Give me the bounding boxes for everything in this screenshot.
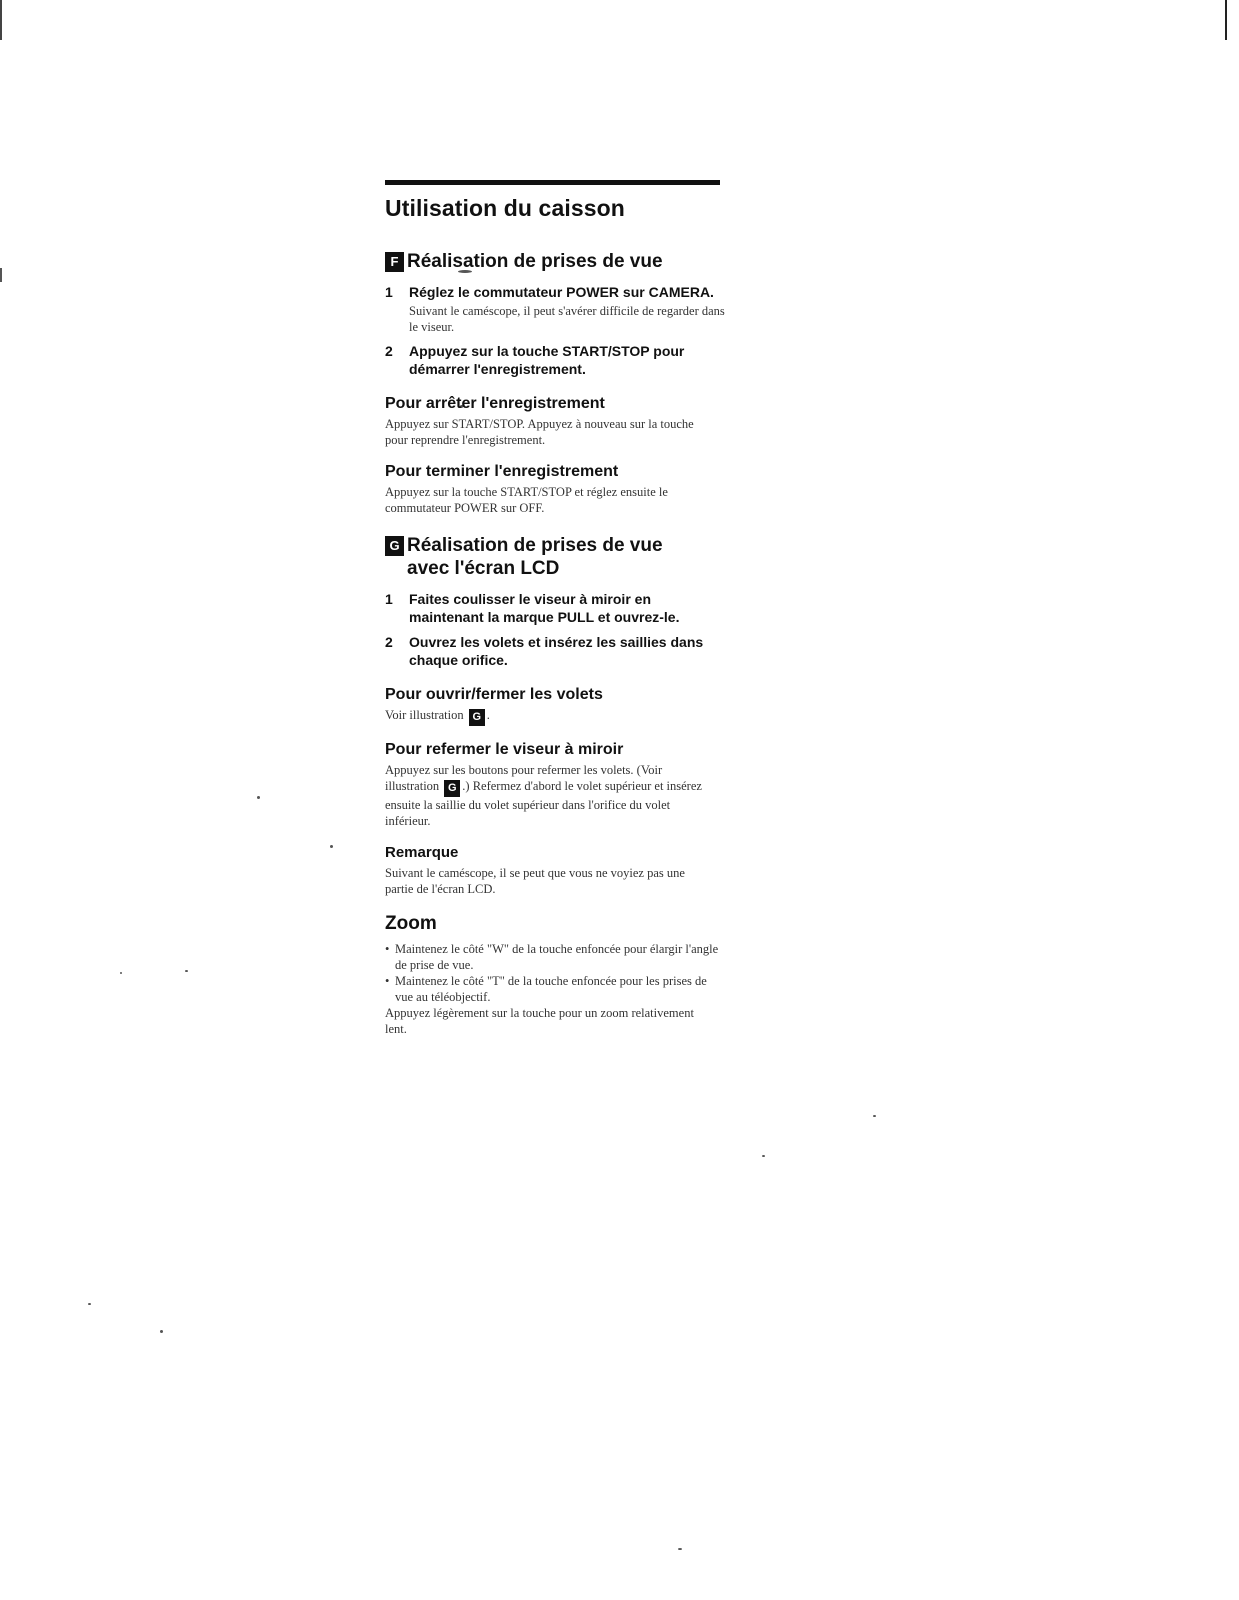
scan-edge-mark — [0, 268, 2, 282]
section-heading-text-line2: avec l'écran LCD — [407, 558, 560, 579]
list-item: • Maintenez le côté "W" de la touche enfoncée pour élargir l'angle de prise de vue. — [385, 941, 725, 973]
steps-list — [385, 283, 725, 378]
stop-recording-block — [385, 394, 725, 448]
close-mirror-heading: Pour refermer le viseur à miroir — [385, 741, 624, 758]
step-body — [409, 342, 725, 378]
scan-speck — [873, 1115, 876, 1117]
zoom-bullets — [385, 941, 725, 1005]
stop-recording-heading: Pour arrêter l'enregistrement — [385, 395, 605, 412]
zoom-heading: Zoom — [385, 913, 437, 934]
remark-block — [385, 843, 725, 897]
open-close-shutters-block — [385, 685, 725, 726]
step-text: Appuyez sur la touche START/STOP pour démarrer l'enregistrement. — [409, 343, 685, 377]
scan-speck — [762, 1155, 765, 1157]
step-item — [385, 283, 725, 335]
step-text: Ouvrez les volets et insérez les saillies dans chaque orifice. — [409, 634, 704, 668]
illustration-badge-g: G — [469, 709, 485, 726]
step-number: 1 — [385, 284, 393, 300]
section-prises-de-vue — [385, 250, 725, 516]
section-heading-g — [385, 534, 725, 580]
zoom-text: Appuyez légèrement sur la touche pour un zoom relativement lent. — [385, 1006, 694, 1036]
section-lcd — [385, 534, 725, 897]
open-close-heading: Pour ouvrir/fermer les volets — [385, 686, 603, 703]
step-body — [409, 633, 725, 669]
illustration-badge-f: F — [385, 252, 404, 272]
page-title: Utilisation du caisson — [385, 195, 625, 221]
step-number: 1 — [385, 591, 393, 607]
list-item: • Maintenez le côté "T" de la touche enfoncée pour les prises de vue au téléobjectif. — [385, 973, 725, 1005]
scan-speck — [160, 1330, 163, 1333]
step-item — [385, 590, 725, 626]
section-heading-text: Réalisation de prises de vue — [407, 535, 663, 556]
open-close-text-before: Voir illustration — [385, 708, 464, 722]
step-item — [385, 342, 725, 378]
scan-speck — [88, 1303, 91, 1305]
step-number: 2 — [385, 634, 393, 650]
close-mirror-text-before: Appuyez sur les boutons pour refermer les volets. (Voir illustration — [385, 763, 663, 793]
close-mirror-block — [385, 740, 725, 829]
main-column — [385, 180, 725, 1051]
step-body — [409, 590, 725, 626]
open-close-text-after: . — [486, 708, 490, 722]
scan-edge-mark — [1225, 0, 1227, 40]
section-zoom — [385, 913, 725, 1037]
illustration-badge-g: G — [385, 536, 404, 556]
finish-recording-text: Appuyez sur la touche START/STOP et réglez ensuite le commutateur POWER sur OFF. — [385, 485, 668, 515]
close-mirror-text-after: .) Refermez d'abord le volet supérieur et insérez ensuite la saillie du volet supérieur dans l'orifice du volet inférieur. — [385, 779, 702, 828]
step-body — [409, 283, 725, 335]
step-text: Faites coulisser le viseur à miroir en maintenant la marque PULL et ouvrez-le. — [409, 591, 680, 625]
remark-heading: Remarque — [385, 844, 459, 861]
open-close-text — [385, 707, 710, 726]
finish-recording-block — [385, 462, 725, 516]
step-note: Suivant le caméscope, il peut s'avérer difficile de regarder dans le viseur. — [409, 304, 725, 334]
scan-speck — [185, 970, 188, 972]
scan-edge-mark — [0, 0, 2, 40]
scan-speck — [678, 1548, 682, 1550]
scan-speck — [257, 796, 260, 799]
step-number: 2 — [385, 343, 393, 359]
section-heading-text: Réalisation de prises de vue — [407, 251, 663, 272]
scan-speck — [120, 972, 122, 974]
step-item — [385, 633, 725, 669]
scan-speck — [330, 845, 333, 848]
section-heading-f — [385, 250, 725, 273]
finish-recording-heading: Pour terminer l'enregistrement — [385, 463, 619, 480]
step-text: Réglez le commutateur POWER sur CAMERA. — [409, 284, 714, 300]
stop-recording-text: Appuyez sur START/STOP. Appuyez à nouveau sur la touche pour reprendre l'enregistrement. — [385, 417, 694, 447]
illustration-badge-g: G — [444, 780, 460, 797]
remark-text: Suivant le caméscope, il se peut que vous ne voyiez pas une partie de l'écran LCD. — [385, 866, 685, 896]
top-rule — [385, 180, 720, 185]
steps-list — [385, 590, 725, 669]
close-mirror-text — [385, 762, 710, 829]
